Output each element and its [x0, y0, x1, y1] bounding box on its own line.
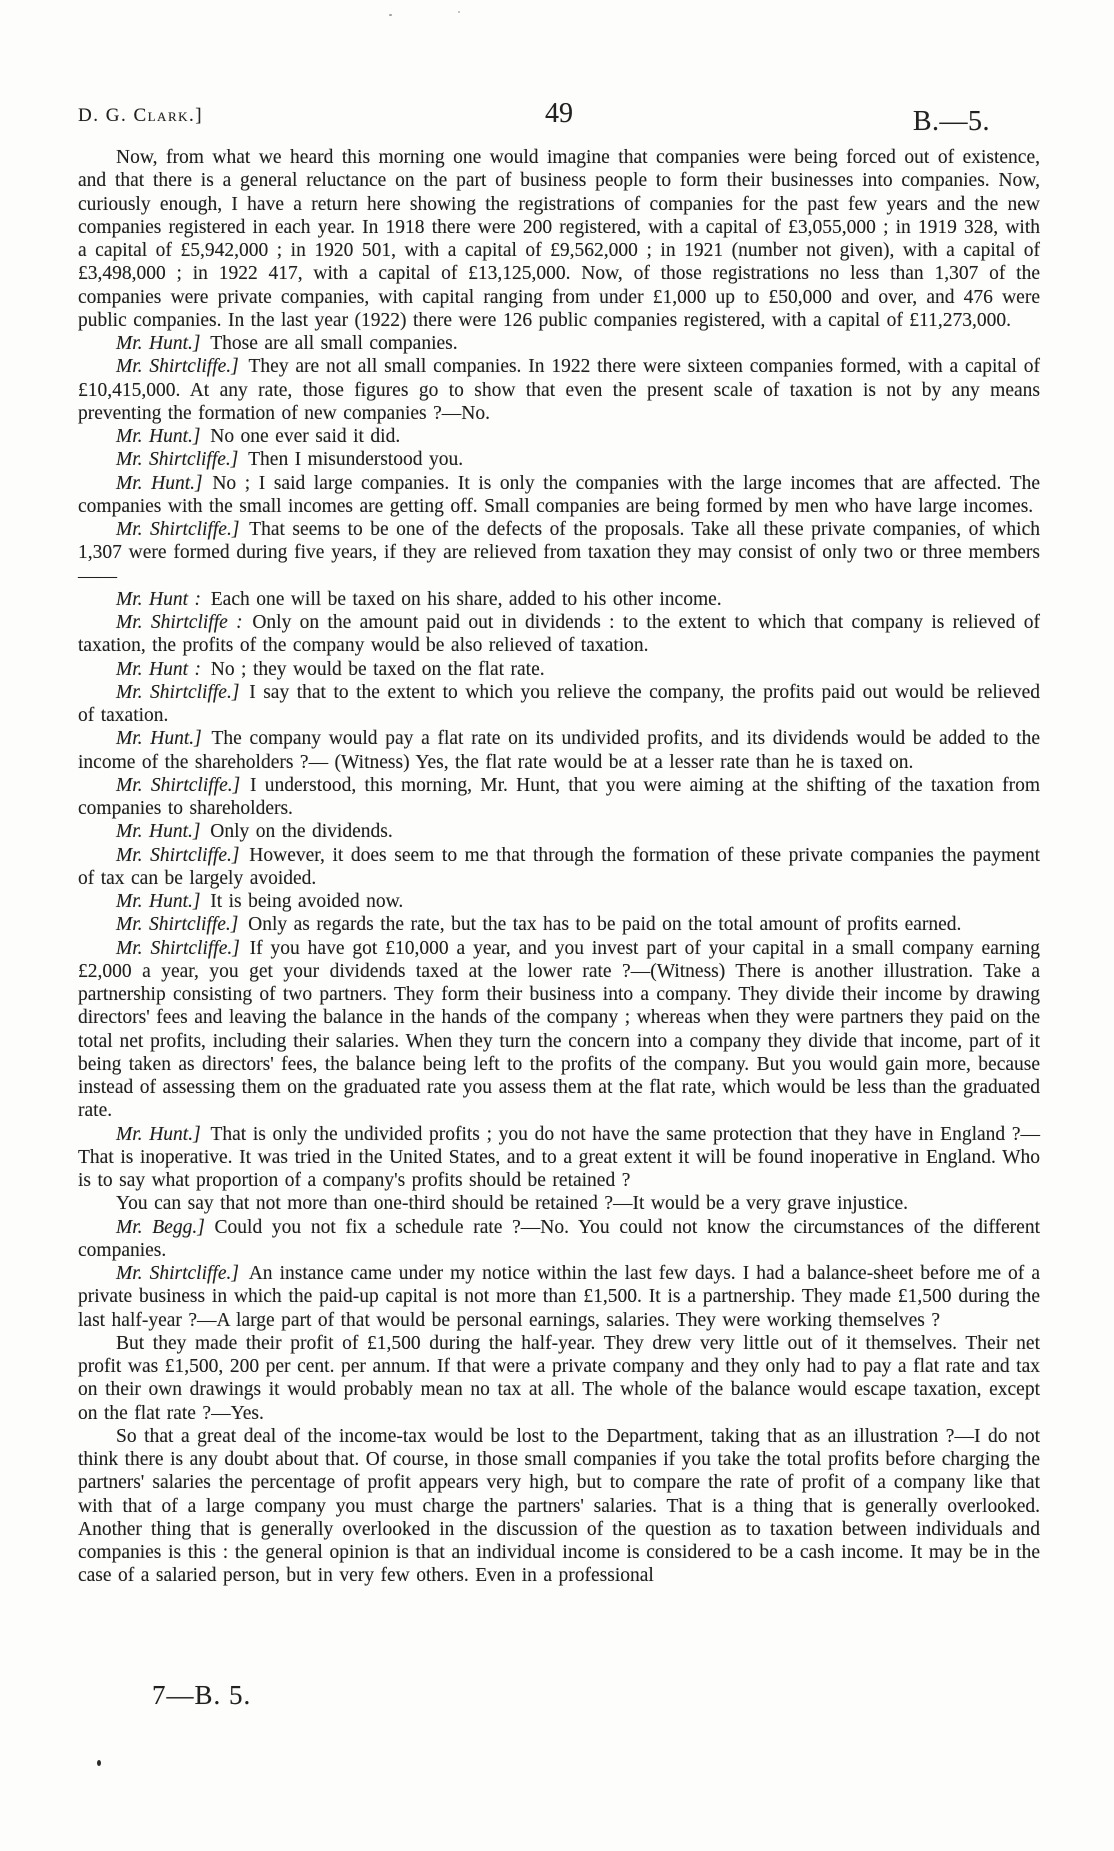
ink-speck	[97, 1760, 101, 1766]
transcript-paragraph: Now, from what we heard this morning one would imagine that companies were being forced out of existence, and that there is a general reluctance on the part of business people to form their businesses into companies. Now, curiously enough, I have a return here showing the registrations of companies for the past few years and the new companies registered in each year. In 1918 there were 200 registered, with a capital of £3,055,000 ; in 1919 328, with a capital of £5,942,000 ; in 1920 501, with a capital of £9,562,000 ; in 1921 (number not given), with a capital of £3,498,000 ; in 1922 417, with a capital of £13,125,000. Now, of those registrations no less than 1,307 of the companies were private companies, with capital ranging from under £1,000 up to £50,000 and over, and 476 were public companies. In the last year (1922) there were 126 public companies registered, with a capital of £11,273,000.	[78, 147, 1040, 331]
transcript-paragraph: Mr. Hunt.] Only on the dividends.	[116, 821, 393, 843]
transcript-paragraph: Mr. Hunt.] Those are all small companies.	[116, 333, 458, 354]
speaker-name: Mr. Shirtcliffe.]	[116, 774, 241, 796]
transcript-paragraph: Mr. Shirtcliffe.] An instance came under my notice within the last few days. I had a balance-sheet before me of a private business in which the paid-up capital is not more than £1,500. It is a partnership. They made £1,500 during the last half-year ?—A large part of that would be personal earnings, salaries. They were working themselves ?	[78, 1263, 1040, 1331]
speaker-name: Mr. Begg.]	[116, 1216, 205, 1238]
transcript-paragraph: Mr. Hunt.] No one ever said it did.	[116, 426, 401, 447]
page-footer	[152, 1680, 251, 1711]
speaker-name: Mr. Hunt.]	[116, 472, 203, 494]
speaker-name: Mr. Hunt.]	[116, 426, 201, 447]
speaker-name: Mr. Shirtcliffe :	[116, 612, 243, 633]
transcript-paragraph: Mr. Shirtcliffe.] If you have got £10,000 a year, and you invest part of your capital in a small company earning £2,000 a year, you get your dividends taxed at the lower rate ?—(Witness) There is another illustration. Take a partnership consisting of two partners. They form their business into a company. They divide their income by drawing directors' fees and leaving the balance in the hands of the company ; whereas when they were partners they paid on the total net profits, including their salaries. When they turn the concern into a company they divide that income, part of it being taken as directors' fees, the balance being left to the profits of the company. But you would gain more, because instead of assessing them on the graduated rate you assess them at the flat rate, which would be less than the graduated rate.	[78, 937, 1041, 1122]
speaker-name: Mr. Shirtcliffe.]	[116, 1263, 239, 1284]
transcript-paragraph: Mr. Shirtcliffe.] That seems to be one of the defects of the proposals. Take all these private companies, of which 1,307 were formed during five years, if they are relieved from taxation they may consist of only two or three members——	[78, 519, 1040, 587]
speaker-name: Mr. Hunt :	[116, 658, 201, 680]
page-header	[78, 98, 1040, 140]
speaker-name: Mr. Hunt.]	[116, 1123, 201, 1145]
page-number: 49	[545, 98, 573, 129]
speaker-name: Mr. Shirtcliffe.]	[116, 937, 240, 959]
speaker-name: Mr. Shirtcliffe.]	[116, 681, 240, 703]
transcript-paragraph: Mr. Begg.] Could you not fix a schedule rate ?—No. You could not know the circumstances of the different companies.	[78, 1216, 1040, 1261]
ink-speck	[389, 14, 392, 16]
transcript-paragraph: Mr. Hunt : No ; they would be taxed on the flat rate.	[116, 658, 545, 680]
transcript-paragraph: Mr. Hunt.] The company would pay a flat rate on its undivided profits, and its dividends would be added to the income of the shareholders ?— (Witness) Yes, the flat rate would be at a lesser rate than he is taxed on.	[78, 728, 1040, 773]
transcript-paragraph: Mr. Shirtcliffe.] Then I misunderstood you.	[116, 449, 464, 471]
transcript-paragraph: Mr. Shirtcliffe.] I understood, this morning, Mr. Hunt, that you were aiming at the shifting of the taxation from companies to shareholders.	[78, 774, 1040, 819]
speaker-name: Mr. Shirtcliffe.]	[116, 844, 240, 866]
ink-speck	[458, 11, 460, 13]
speaker-name: Mr. Hunt.]	[116, 333, 201, 354]
transcript-paragraph: Mr. Hunt.] It is being avoided now.	[116, 891, 404, 912]
paper-reference: B.—5.	[912, 106, 990, 137]
transcript-paragraph: Mr. Shirtcliffe : Only on the amount paid out in dividends : to the extent to which that company is relieved of taxation, the profits of the company would be also relieved of taxation.	[78, 612, 1040, 657]
transcript-paragraph: Mr. Shirtcliffe.] Only as regards the rate, but the tax has to be paid on the total amount of profits earned.	[116, 914, 962, 936]
transcript-body	[78, 146, 1040, 1588]
transcript-paragraph: Mr. Shirtcliffe.] They are not all small companies. In 1922 there were sixteen companies formed, with a capital of £10,415,000. At any rate, those figures go to show that even the present scale of taxation is not by any means preventing the formation of new companies ?—No.	[78, 356, 1040, 424]
footer-imprint: 7—B. 5.	[152, 1680, 252, 1710]
transcript-paragraph: Mr. Hunt : Each one will be taxed on his share, added to his other income.	[116, 588, 722, 610]
speaker-name: Mr. Hunt.]	[116, 728, 202, 750]
speaker-name: Mr. Shirtcliffe.]	[116, 356, 239, 378]
speaker-name: Mr. Hunt.]	[116, 821, 201, 843]
speaker-name: Mr. Hunt.]	[116, 891, 201, 912]
speaker-name: Mr. Shirtcliffe.]	[116, 449, 239, 471]
transcript-paragraph: Mr. Hunt.] No ; I said large companies. It is only the companies with the large incomes that are affected. The companies with the small incomes are getting off. Small companies are being formed by men who have large incomes.	[78, 472, 1040, 517]
transcript-paragraph: But they made their profit of £1,500 during the half-year. They drew very little out of it themselves. Their net profit was £1,500, 200 per cent. per annum. If that were a private company and they only had to pay a flat rate and tax on their own drawings it would probably mean no tax at all. The whole of the balance would escape taxation, except on the flat rate ?—Yes.	[78, 1332, 1040, 1424]
transcript-paragraph: You can say that not more than one-third should be retained ?—It would be a very grave injustice.	[116, 1193, 909, 1215]
transcript-paragraph: Mr. Shirtcliffe.] I say that to the extent to which you relieve the company, the profits paid out would be relieved of taxation.	[78, 681, 1040, 726]
speaker-name: Mr. Hunt :	[116, 588, 201, 610]
speaker-name: Mr. Shirtcliffe.]	[116, 914, 239, 936]
transcript-paragraph: Mr. Shirtcliffe.] However, it does seem to me that through the formation of these private companies the payment of tax can be largely avoided.	[78, 844, 1040, 889]
speaker-name: Mr. Shirtcliffe.]	[116, 519, 240, 540]
transcript-paragraph: So that a great deal of the income-tax would be lost to the Department, taking that as an illustration ?—I do not think there is any doubt about that. Of course, in those small companies if you take the total profits before charging the partners' salaries the percentage of profit appears very high, but to compare the rate of profit of a company like that with that of a large company you must charge the partners' salaries. That is a thing that is generally overlooked. Another thing that is generally overlooked in the discussion of the question as to taxation between individuals and companies is this : the general opinion is that an individual income is considered to be a cash income. It may be in the case of a salaried person, but in very few others. Even in a professional	[78, 1425, 1040, 1587]
transcript-paragraph: Mr. Hunt.] That is only the undivided profits ; you do not have the same protection that they have in England ?—That is inoperative. It was tried in the United States, and to a great extent it will be found inoperative in England. Who is to say what proportion of a company's profits should be retained ?	[78, 1123, 1040, 1191]
witness-name: D. G. Clark.]	[78, 105, 204, 126]
